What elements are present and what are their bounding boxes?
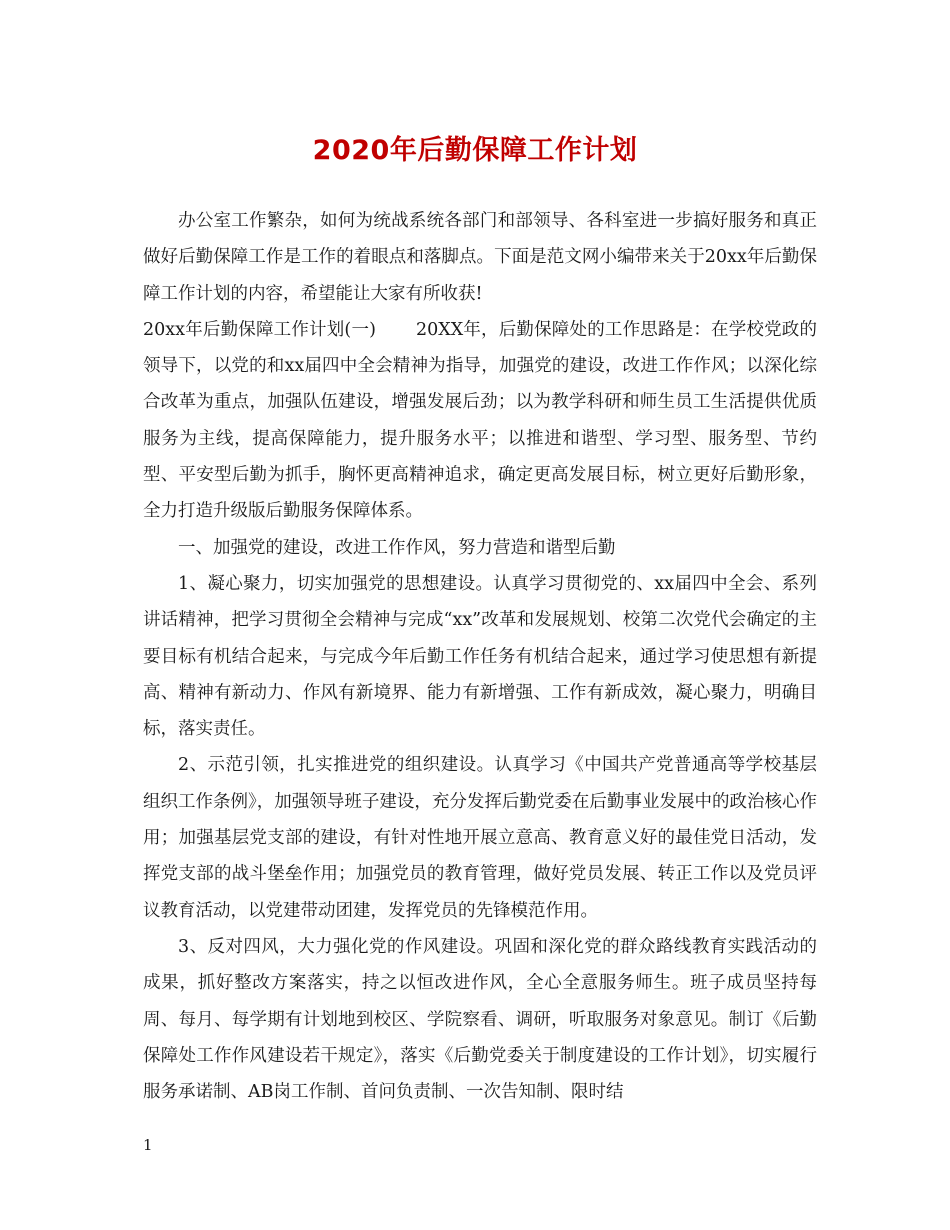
item-paragraph-2: 2、示范引领，扎实推进党的组织建设。认真学习《中国共产党普通高等学校基层组织工作条例》，加强领导班子建设，充分发挥后勤党委在后勤事业发展中的政治核心作用；加强基层党支部的建设，有针对性地开展立意高、教育意义好的最佳党日活动，发挥党支部的战斗堡垒作用；加强党员的教育管理，做好党员发展、转正工作以及党员评议教育活动，以党建带动团建，发挥党员的先锋模范作用。 bbox=[143, 755, 817, 921]
item-paragraph-3: 3、反对四风，大力强化党的作风建设。巩固和深化党的群众路线教育实践活动的成果，抓好整改方案落实，持之以恒改进作风，全心全意服务师生。班子成员坚持每周、每月、每学期有计划地到校区、学院察看、调研，听取服务对象意见。制订《后勤保障处工作作风建设若干规定》，落实《后勤党委关于制度建设的工作计划》，切实履行服务承诺制、AB岗工作制、首问负责制、一次告知制、限时结 bbox=[143, 936, 817, 1103]
plan-intro-text: 20XX年，后勤保障处的工作思路是：在学校党政的领导下，以党的和xx届四中全会精神为指导，加强党的建设，改进工作作风；以深化综合改革为重点，加强队伍建设，增强发展后劲；以为教学科研和师生员工生活提供优质服务为主线，提高保障能力，提升服务水平；以推进和谐型、学习型、服务型、节约型、平安型后勤为抓手，胸怀更高精神追求，确定更高发展目标，树立更好后勤形象，全力打造升级版后勤服务保障体系。 bbox=[143, 319, 817, 522]
intro-paragraph: 办公室工作繁杂，如何为统战系统各部门和部领导、各科室进一步搞好服务和真正做好后勤保障工作是工作的着眼点和落脚点。下面是范文网小编带来关于20xx年后勤保障工作计划的内容，希望能让大家有所收获! bbox=[143, 211, 817, 304]
document-title: 2020年后勤保障工作计划 bbox=[312, 135, 638, 166]
page-number: 1 bbox=[143, 1136, 153, 1154]
section-heading: 一、加强党的建设，改进工作作风，努力营造和谐型后勤 bbox=[178, 537, 616, 558]
document-body bbox=[143, 203, 817, 1110]
plan-heading: 20xx年后勤保障工作计划(一) bbox=[143, 319, 376, 340]
plan-paragraph bbox=[143, 312, 817, 530]
item-paragraph-1: 1、凝心聚力，切实加强党的思想建设。认真学习贯彻党的、xx届四中全会、系列讲话精神，把学习贯彻全会精神与完成“xx”改革和发展规划、校第二次党代会确定的主要目标有机结合起来，与完成今年后勤工作任务有机结合起来，通过学习使思想有新提高、精神有新动力、作风有新境界、能力有新增强、工作有新成效，凝心聚力，明确目标，落实责任。 bbox=[143, 573, 817, 740]
